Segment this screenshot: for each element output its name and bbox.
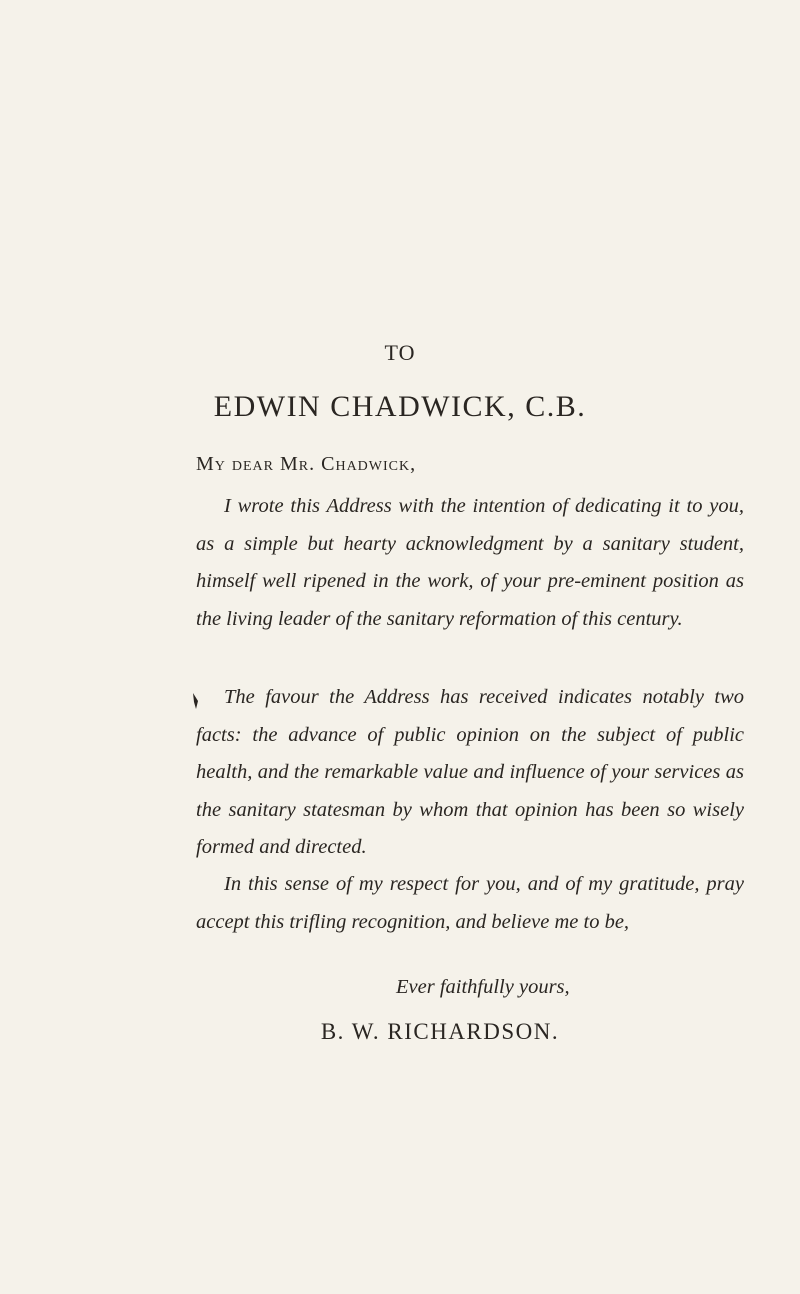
- dedication-to: TO: [384, 340, 416, 365]
- letter-salutation: My dear Mr. Chadwick,: [196, 453, 417, 475]
- dedicatee-name: EDWIN CHADWICK, C.B.: [213, 390, 587, 423]
- letter-signature: B. W. RICHARDSON.: [320, 1019, 560, 1044]
- ink-mark-icon: [190, 692, 200, 710]
- letter-paragraph-2: The favour the Address has received indicates notably two facts: the advance of public opinion on the subject of public health, and the remarkable value and influence of your services as the sanitary statesman by whom that opinion has been so wisely formed and directed.: [196, 686, 744, 859]
- letter-paragraph-1: I wrote this Address with the intention of dedicating it to you, as a simple but hearty acknowledgment by a sanitary student, himself well ripened in the work, of your pre-eminent position as the living leader of the sanitary reformation of this century.: [196, 495, 744, 630]
- letter-closing: Ever faithfully yours,: [396, 976, 570, 998]
- letter-paragraph-3: In this sense of my respect for you, and of my gratitude, pray accept this trifling recognition, and believe me to be,: [196, 873, 744, 933]
